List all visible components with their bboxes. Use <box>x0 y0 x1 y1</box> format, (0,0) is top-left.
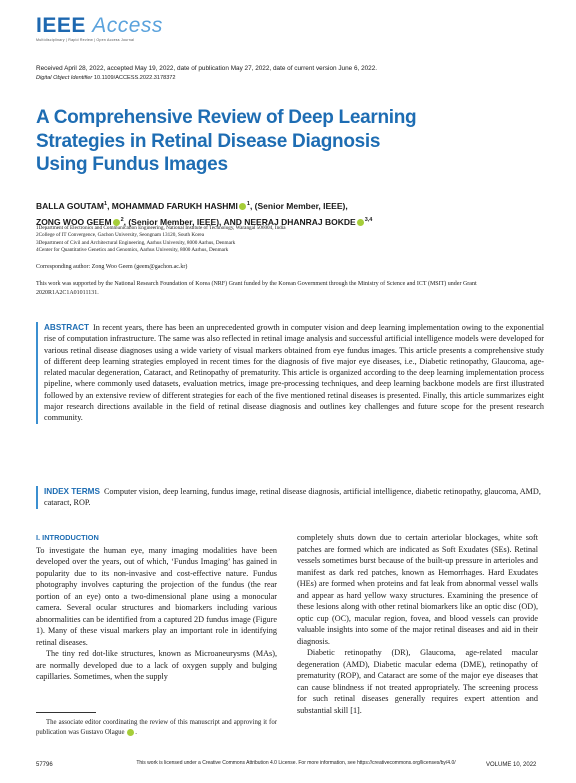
affiliations <box>36 225 536 255</box>
author-name: NEERAJ DHANRAJ BOKDE <box>244 216 356 227</box>
orcid-icon[interactable] <box>127 729 134 736</box>
affiliation: 1Department of Electronics and Communication Engineering, National Institute of Technology, Warangal 506004, India <box>36 225 286 231</box>
section-heading: I. INTRODUCTION <box>36 533 99 542</box>
doi-line: Digital Object Identifier 10.1109/ACCESS.2022.3178372 <box>36 75 176 81</box>
affiliation: 3Department of Civil and Architectural Engineering, Aarhus University, 8000 Aarhus, Denmark <box>36 239 236 246</box>
volume-label: VOLUME 10, 2022 <box>486 762 537 768</box>
index-terms-section <box>36 486 544 509</box>
author-name: ZONG WOO GEEM <box>36 216 112 227</box>
author-list: BALLA GOUTAM$^1$, MOHAMMAD FARUKH HASHMI $^1$, (Senior Member, IEEE), ZONG WOO GEEM $^2$, (Senior Member, IEEE), AND NEERAJ DHANRAJ BOKDE $^{3,4}$ <box>36 200 373 227</box>
paragraph: Diabetic retinopathy (DR), Glaucoma, age-related macular degeneration (AMD), Diabetic macular edema (DME), retinopathy of prematurity (ROP), and Cataract are some of the major eye diseases that can cause blindness if not treated appropriately. The screening process for such retinal diseases generally requires expert attention and substantial skill [1]. <box>297 648 538 715</box>
abstract-label: ABSTRACT <box>44 323 90 332</box>
abstract-section <box>36 322 544 424</box>
paragraph: completely shuts down due to certain arteriolar blockages, white soft patches are formed which are indicated as Soft Exudates (SEs). Retinal vessels sometimes burst because of the built-up pressure in arterioles and manifest as dark red patches, known as Hemorrhages. Hard Exudates (HEs) are formed when proteins and fat leak from abnormal vessel walls and appear as hard yellow waxy structures. Examining the presence of these lesions along with other retinal biomarkers like an optic disc (OD), optic cup (OC), macular region, fovea, and blood vessels can provide valuable insights into some of the major retinal diseases and aid in their diagnosis. <box>297 533 538 646</box>
right-column <box>297 532 538 716</box>
author-name: MOHAMMAD FARUKH HASHMI <box>111 200 238 211</box>
affiliation: 2College of IT Convergence, Gachon University, Seongnam 13120, South Korea <box>36 232 205 239</box>
orcid-icon[interactable] <box>239 203 246 210</box>
paragraph: The tiny red dot-like structures, known as Microaneurysms (MAs), are normally developed due to a lack of oxygen supply and bulging capillaries. Sometimes, when the supply <box>36 649 277 681</box>
journal-tagline: Multidisciplinary | Rapid Review | Open Access Journal <box>36 38 135 42</box>
author-name: BALLA GOUTAM <box>36 200 104 211</box>
footnote-rule <box>36 712 96 713</box>
abstract-text: In recent years, there has been an unprecedented growth in computer vision and deep learning implementation owing to the exponential rise of computation infrastructure. The same was also reflected in retinal image analysis and successful artificial intelligence models were developed for various retinal disease diagnoses using a wide variety of visual markers obtained from eye fundus images. This article presents a comprehensive study of different deep learning strategies employed in recent times for the diagnosis of five major eye diseases, i.e., Diabetic retinopathy, Glaucoma, age-related macular degeneration, Cataract, and Retinopathy of prematurity. This article is organized according to the deep learning implementation process pipeline, where commonly used datasets, evaluation metrics, image pre-processing techniques, and deep learning backbone models are first illustrated followed by an extensive review of different strategies for each of the five mentioned retinal diseases is presented. Finally, this article summarizes eight major research directions available in the field of retinal disease diagnosis and outlines key challenges and future scope for the present research community. <box>44 323 544 423</box>
left-column <box>36 532 277 683</box>
page-number: 57796 <box>36 762 53 768</box>
received-dates: Received April 28, 2022, accepted May 19, 2022, date of publication May 27, 2022, date of current version June 6, 2022. <box>36 65 378 72</box>
index-terms-label: INDEX TERMS <box>44 487 100 496</box>
index-terms-text: Computer vision, deep learning, fundus image, retinal disease diagnosis, artificial intelligence, diabetic retinopathy, glaucoma, AMD, cataract, ROP. <box>44 487 541 508</box>
journal-logo: IEEE Access <box>36 14 163 37</box>
paragraph: To investigate the human eye, many imaging modalities have been developed over the years, out of which, ‘Fundus Imaging’ has gained in popularity due to its non-invasive and cost-effective nature. Fundus photography involves capturing the projection of the fundus (the rear portion of an eye) onto a two-dimensional plane using a monocular camera. Several ocular structures and biomarkers including various abnormalities can be identified from a captured 2D fundus image (Figure 1). Many of these visual markers play an important role in identifying retinal diseases. <box>36 545 277 647</box>
funding-statement: This work was supported by the National Research Foundation of Korea (NRF) Grant funded by the Korean Government through the Ministry of Science and ICT (MSIT) under Grant 2020R1A2C1A01011131. <box>36 281 477 296</box>
license-notice: This work is licensed under a Creative Commons Attribution 4.0 License. For more information, see https://creativecommons.org/licenses/by/4.0/ <box>136 760 456 766</box>
corresponding-author: Corresponding author: Zong Woo Geem (geem@gachon.ac.kr) <box>36 264 188 270</box>
affiliation: 4Center for Quantitative Genetics and Genomics, Aarhus University, 8000 Aarhus, Denmark <box>36 247 229 254</box>
article-title: A Comprehensive Review of Deep Learning Strategies in Retinal Disease Diagnosis Using Fundus Images <box>36 107 417 175</box>
editor-footnote: The associate editor coordinating the review of this manuscript and approving it for publication was Gustavo Olague . <box>36 719 277 736</box>
